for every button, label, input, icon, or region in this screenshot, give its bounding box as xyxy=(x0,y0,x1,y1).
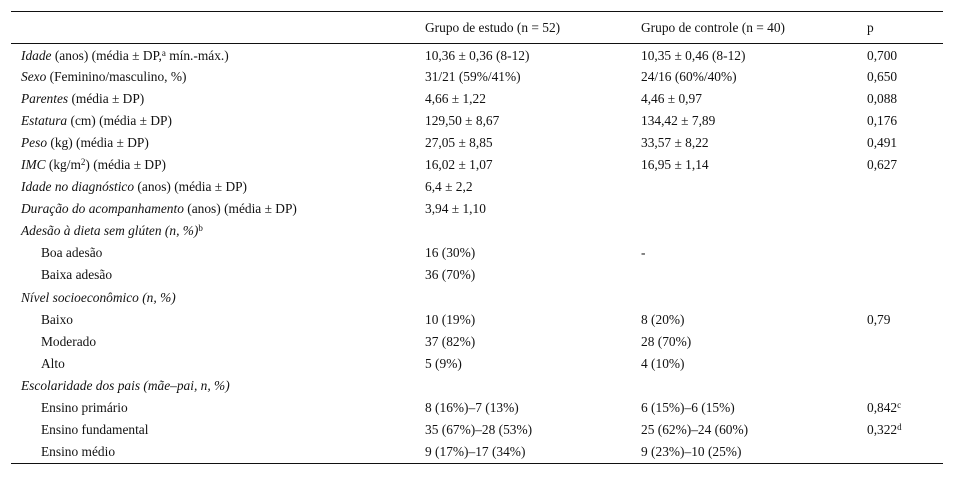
table-row xyxy=(11,44,943,66)
row-label: Boa adesão xyxy=(41,245,103,261)
control-value xyxy=(631,176,857,198)
study-value: 129,50 ± 8,67 xyxy=(425,112,500,128)
p-value xyxy=(857,353,943,375)
row-label: Idade (anos) (média ± DP,$^a$ mín.-máx.) xyxy=(21,48,229,64)
table-header-row xyxy=(11,12,943,44)
p-value: 0,842$^c$ xyxy=(867,400,902,416)
p-value xyxy=(857,441,943,463)
control-value: 6 (15%)–6 (15%) xyxy=(641,400,735,416)
control-value xyxy=(631,220,857,242)
study-value: 5 (9%) xyxy=(425,355,462,371)
characteristics-table-wrapper xyxy=(11,11,943,464)
study-value xyxy=(415,220,631,242)
table-row xyxy=(11,331,943,353)
row-label: Duração do acompanhamento (anos) (média ± DP) xyxy=(21,201,297,217)
table-row xyxy=(11,441,943,463)
section-row xyxy=(11,220,943,242)
table-row xyxy=(11,419,943,441)
p-value: 0,088 xyxy=(867,90,898,106)
control-value: 25 (62%)–24 (60%) xyxy=(641,422,749,438)
row-label: Estatura (cm) (média ± DP) xyxy=(21,112,172,128)
section-label: Nível socioeconômico (n, %) xyxy=(21,289,176,305)
study-value: 27,05 ± 8,85 xyxy=(425,134,493,150)
table-row xyxy=(11,353,943,375)
p-value xyxy=(857,331,943,353)
study-value: 35 (67%)–28 (53%) xyxy=(425,422,533,438)
row-label: Ensino primário xyxy=(41,400,128,416)
section-row xyxy=(11,287,943,309)
table-row xyxy=(11,66,943,88)
table-row xyxy=(11,154,943,176)
p-value: 0,491 xyxy=(867,134,898,150)
row-label: Peso (kg) (média ± DP) xyxy=(21,134,149,150)
control-value: 4 (10%) xyxy=(641,355,685,371)
table-row xyxy=(11,242,943,264)
characteristics-table xyxy=(11,11,943,464)
table-row xyxy=(11,88,943,110)
p-value xyxy=(857,287,943,309)
p-value: 0,176 xyxy=(867,112,898,128)
study-value xyxy=(415,375,631,397)
control-value xyxy=(631,375,857,397)
p-value: 0,700 xyxy=(867,48,898,64)
control-value: 16,95 ± 1,14 xyxy=(641,157,709,173)
study-value: 10 (19%) xyxy=(425,311,476,327)
control-value: 28 (70%) xyxy=(641,333,692,349)
study-value: 4,66 ± 1,22 xyxy=(425,90,486,106)
row-label: Sexo (Feminino/masculino, %) xyxy=(21,68,187,84)
row-label: Idade no diagnóstico (anos) (média ± DP) xyxy=(21,179,248,195)
table-row xyxy=(11,110,943,132)
row-label: Baixo xyxy=(41,311,73,327)
section-label: Adesão à dieta sem glúten (n, %)$^b$ xyxy=(21,223,203,239)
table-row xyxy=(11,309,943,331)
p-value: 0,650 xyxy=(867,68,898,84)
study-value: 36 (70%) xyxy=(425,267,476,283)
control-value: 9 (23%)–10 (25%) xyxy=(641,443,742,459)
row-label: Alto xyxy=(41,355,65,371)
study-value: 6,4 ± 2,2 xyxy=(425,179,473,195)
p-value: 0,79 xyxy=(867,311,891,327)
p-value: 0,627 xyxy=(867,157,898,173)
control-value: 33,57 ± 8,22 xyxy=(641,134,709,150)
header-control-group: Grupo de controle (n = 40) xyxy=(641,19,786,35)
control-value xyxy=(631,198,857,220)
table-row xyxy=(11,264,943,286)
row-label: Parentes (média ± DP) xyxy=(21,90,145,106)
p-value xyxy=(857,176,943,198)
study-value: 8 (16%)–7 (13%) xyxy=(425,400,519,416)
study-value: 16,02 ± 1,07 xyxy=(425,157,493,173)
row-label: Ensino médio xyxy=(41,443,116,459)
study-value: 10,36 ± 0,36 (8-12) xyxy=(425,48,530,64)
header-variable xyxy=(11,12,415,44)
table-row xyxy=(11,132,943,154)
section-row xyxy=(11,375,943,397)
row-label: IMC $(kg/m^2)$ (média ± DP) xyxy=(21,157,166,173)
study-value: 9 (17%)–17 (34%) xyxy=(425,443,526,459)
section-label: Escolaridade dos pais (mãe–pai, n, %) xyxy=(21,377,230,393)
table-row xyxy=(11,397,943,419)
p-value: 0,322$^d$ xyxy=(867,422,902,438)
control-value: - xyxy=(641,245,646,261)
row-label: Baixa adesão xyxy=(41,267,113,283)
control-value: 4,46 ± 0,97 xyxy=(641,90,702,106)
control-value: 24/16 (60%/40%) xyxy=(641,68,737,84)
table-row xyxy=(11,198,943,220)
study-value xyxy=(415,287,631,309)
study-value: 31/21 (59%/41%) xyxy=(425,68,521,84)
control-value: 10,35 ± 0,46 (8-12) xyxy=(641,48,746,64)
row-label: Ensino fundamental xyxy=(41,422,149,438)
p-value xyxy=(857,198,943,220)
p-value xyxy=(857,375,943,397)
header-study-group: Grupo de estudo (n = 52) xyxy=(425,19,561,35)
control-value xyxy=(631,264,857,286)
row-label: Moderado xyxy=(41,333,97,349)
control-value xyxy=(631,287,857,309)
control-value: 134,42 ± 7,89 xyxy=(641,112,716,128)
study-value: 37 (82%) xyxy=(425,333,476,349)
header-p-value: p xyxy=(867,19,874,35)
study-value: 16 (30%) xyxy=(425,245,476,261)
p-value xyxy=(857,220,943,242)
table-row xyxy=(11,176,943,198)
study-value: 3,94 ± 1,10 xyxy=(425,201,486,217)
p-value xyxy=(857,242,943,264)
p-value xyxy=(857,264,943,286)
control-value: 8 (20%) xyxy=(641,311,685,327)
